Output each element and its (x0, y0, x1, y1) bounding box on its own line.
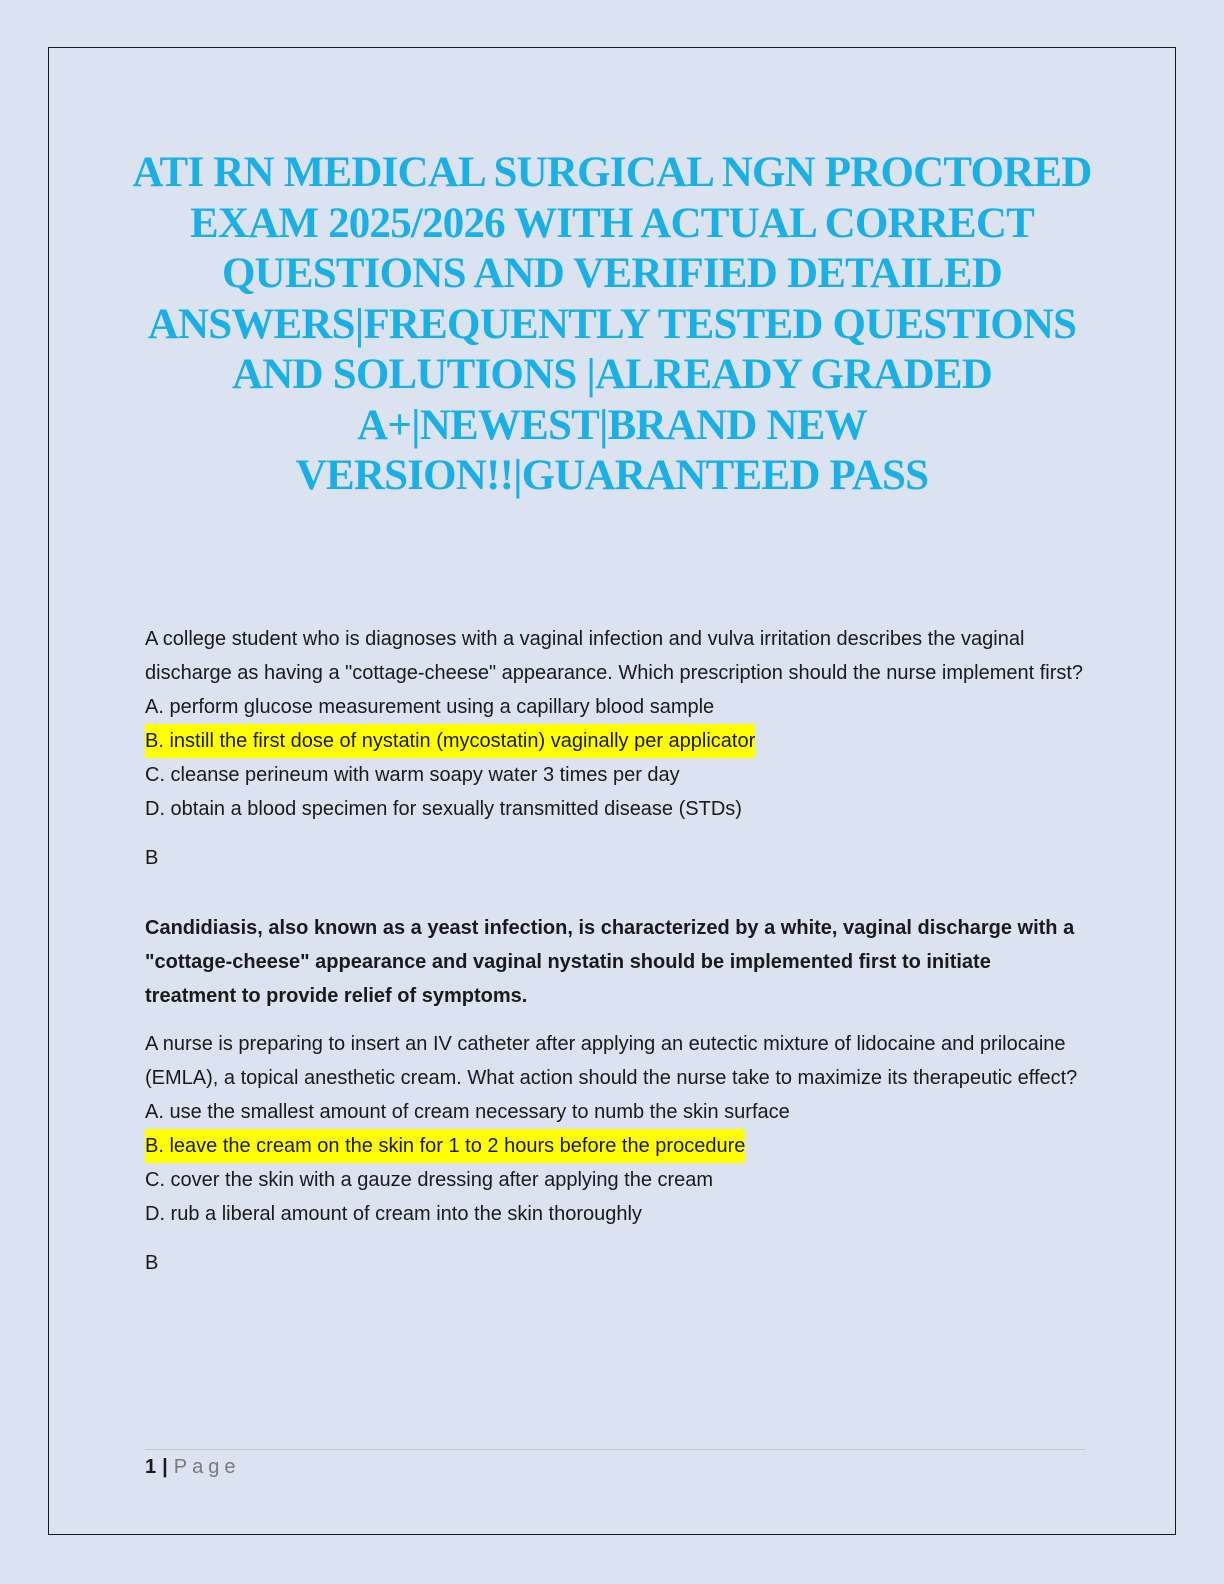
question-1-option-b-highlighted: B. instill the first dose of nystatin (mycostatin) vaginally per applicator (145, 724, 755, 758)
question-1-option-c: C. cleanse perineum with warm soapy water 3 times per day (145, 764, 680, 786)
question-1-rationale: Candidiasis, also known as a yeast infection, is characterized by a white, vaginal discharge with a "cottage-cheese" appearance and vaginal nystatin should be implemented first to initiate treatment to provide relief of symptoms. (145, 917, 1075, 1007)
question-2-stem: A nurse is preparing to insert an IV catheter after applying an eutectic mixture of lidocaine and prilocaine (EMLA), a topical anesthetic cream. What action should the nurse take to maximize its therapeutic effect? (145, 1033, 1078, 1089)
question-1-answer: B (145, 847, 159, 869)
question-1-option-a: A. perform glucose measurement using a capillary blood sample (145, 696, 715, 718)
question-1-stem: A college student who is diagnoses with a vaginal infection and vulva irritation describes the vaginal discharge as having a "cottage-cheese" appearance. Which prescription should the nurse implement first? (145, 628, 1084, 684)
page-footer (145, 1454, 240, 1480)
document-body (145, 622, 1085, 1280)
question-2-option-c: C. cover the skin with a gauze dressing after applying the cream (145, 1169, 714, 1191)
footer-divider (145, 1449, 1085, 1450)
question-2-option-a: A. use the smallest amount of cream necessary to numb the skin surface (145, 1101, 790, 1123)
page-number: 1 (145, 1456, 157, 1478)
page-label: Page (173, 1456, 241, 1478)
question-2-option-b-highlighted: B. leave the cream on the skin for 1 to 2 hours before the procedure (145, 1129, 745, 1163)
question-2-answer: B (145, 1252, 159, 1274)
document-title: ATI RN MEDICAL SURGICAL NGN PROCTORED EXAM 2025/2026 WITH ACTUAL CORRECT QUESTIONS AND VERIFIED DETAILED ANSWERS|FREQUENTLY TESTED QUESTIONS AND SOLUTIONS |ALREADY GRADED A+|NEWEST|BRAND NEW VERSION!!|GUARANTEED PASS (132, 149, 1092, 499)
question-2-option-d: D. rub a liberal amount of cream into the skin thoroughly (145, 1203, 642, 1225)
question-1-option-d: D. obtain a blood specimen for sexually transmitted disease (STDs) (145, 798, 742, 820)
footer-separator: | (162, 1456, 168, 1478)
